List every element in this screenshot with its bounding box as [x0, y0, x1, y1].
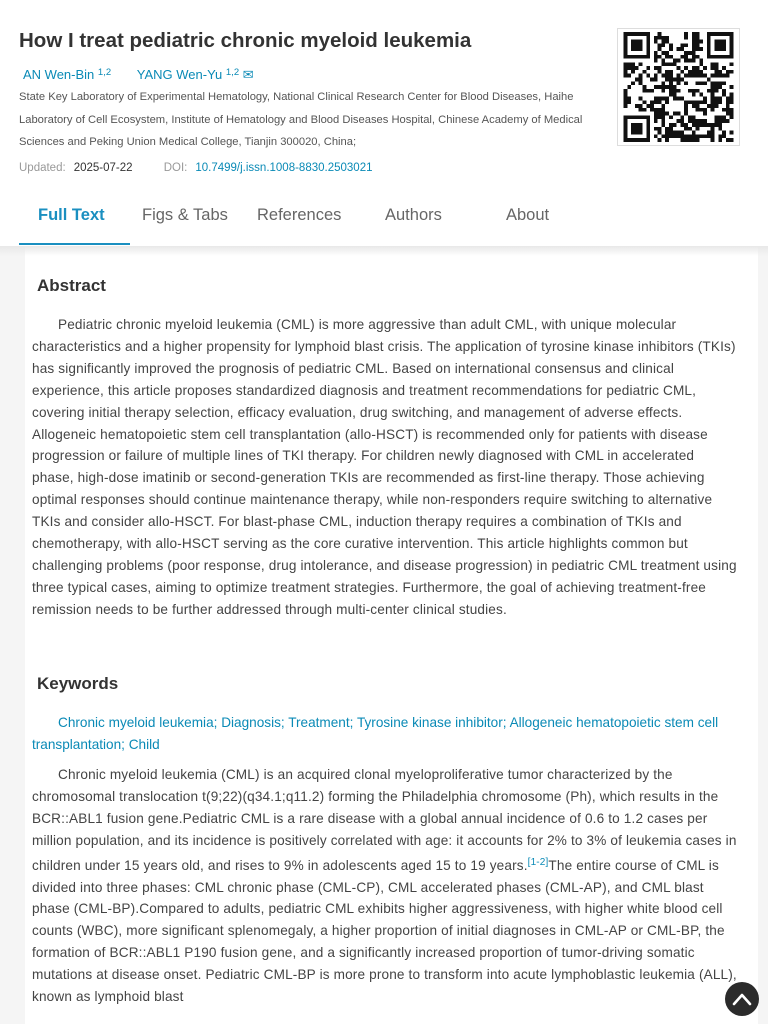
- qr-code-icon: [617, 28, 740, 146]
- email-icon[interactable]: ✉: [242, 67, 254, 82]
- abstract-heading: Abstract: [37, 276, 106, 295]
- content-panel: [25, 246, 758, 1024]
- body-text: Chronic myeloid leukemia (CML) is an acquired clonal myeloproliferative tumor characterized by the chromosomal translocation t(9;22)(q34.1;q11.2) forming the Philadelphia chromosome (Ph), which results in the BCR::ABL1 fusion gene.Pediatric CML is a rare disease with a global annual incidence of 0.6 to 1.2 cases per million population, and its incidence is positively correlated with age: it accounts for 2% to 3% of leukemia cases in children under 15 years old, and rises to 9% in adolescents aged 15 to 19 years.: [32, 767, 737, 873]
- body-text: The entire course of CML is divided into three phases: CML chronic phase (CML-CP), CML accelerated phases (CML-AP), and CML blast phase (CML-BP).Compared to adults, pediatric CML exhibits higher aggressiveness, with higher white blood cell counts (WBC), more significant splenomegaly, a higher proportion of initial diagnoses in CML-AP or CML-BP, the formation of BCR::ABL1 P190 fusion gene, and a significantly increased proportion of tumor-driving somatic mutations at disease onset. Pediatric CML-BP is more prone to transform into acute lymphoblastic leukemia (ALL), known as lymphoid blast: [32, 857, 737, 1005]
- article-content: [0, 246, 768, 1024]
- author-an-wen-bin[interactable]: [23, 67, 111, 82]
- article-header: [0, 0, 768, 246]
- article-title: How I treat pediatric chronic myeloid leukemia: [19, 29, 472, 52]
- doi-label: DOI:: [163, 162, 188, 174]
- body-paragraph: [32, 764, 738, 1008]
- back-to-top-button[interactable]: [725, 982, 759, 1016]
- tabs-shadow: [0, 246, 768, 256]
- updated-date: 2025-07-22: [73, 162, 133, 174]
- article-meta: [19, 162, 372, 174]
- tab-figs-tabs[interactable]: Figs & Tabs: [142, 206, 228, 224]
- updated-label: Updated:: [19, 162, 66, 174]
- author-name[interactable]: AN Wen-Bin: [23, 67, 95, 82]
- tab-authors[interactable]: Authors: [385, 206, 442, 224]
- keywords-heading: Keywords: [37, 674, 119, 693]
- author-affiliation-sup: 1,2: [97, 67, 112, 78]
- abstract-text: Pediatric chronic myeloid leukemia (CML) is more aggressive than adult CML, with unique molecular characteristics and a higher propensity for lymphoid blast crisis. The application of tyrosine kinase inhibitors (TKIs) has significantly improved the prognosis of pediatric CML. Based on international consensus and clinical experience, this article proposes standardized diagnosis and treatment recommendations for pediatric CML, covering initial therapy selection, efficacy evaluation, drug switching, and management of adverse effects. Allogeneic hematopoietic stem cell transplantation (allo-HSCT) is recommended only for patients with disease progression or failure of multiple lines of TKI therapy. For children newly diagnosed with CML in accelerated phase, high-dose imatinib or second-generation TKIs are recommended as first-line therapy. Those achieving optimal responses should continue maintenance therapy, while non-responders require switching to alternative TKIs and consider allo-HSCT. For blast-phase CML, induction therapy requires a combination of TKIs and chemotherapy, with allo-HSCT serving as the core curative intervention. This article highlights common but challenging problems (poor response, drug intolerance, and disease progression) in pediatric CML treatment using three typical cases, aiming to optimize treatment strategies. Furthermore, the goal of achieving treatment-free remission needs to be further addressed through multi-center clinical studies.: [32, 317, 737, 617]
- active-tab-indicator: [19, 243, 130, 245]
- chevron-up-icon: [732, 992, 752, 1006]
- author-name[interactable]: YANG Wen-Yu: [136, 67, 223, 82]
- keywords-list[interactable]: Chronic myeloid leukemia; Diagnosis; Treatment; Tyrosine kinase inhibitor; Allogeneic hematopoietic stem cell transplantation; Child: [32, 715, 719, 752]
- author-list: [23, 67, 276, 83]
- article-tabs: [19, 196, 768, 246]
- author-yang-wen-yu[interactable]: [137, 67, 254, 83]
- tab-full-text[interactable]: Full Text: [38, 206, 105, 224]
- tab-about[interactable]: About: [506, 206, 550, 224]
- doi-link[interactable]: 10.7499/j.issn.1008-8830.2503021: [195, 162, 373, 174]
- affiliation: State Key Laboratory of Experimental Hematology, National Clinical Research Center for Blood Diseases, Haihe Laboratory of Cell Ecosystem, Institute of Hematology and Blood Diseases Hospital, Chinese Academy of Medical Sciences and Peking Union Medical College, Tianjin 300020, China;: [19, 91, 583, 148]
- tab-references[interactable]: References: [257, 206, 342, 224]
- citation-link[interactable]: [1-2]: [527, 856, 549, 868]
- author-affiliation-sup: 1,2: [225, 67, 240, 78]
